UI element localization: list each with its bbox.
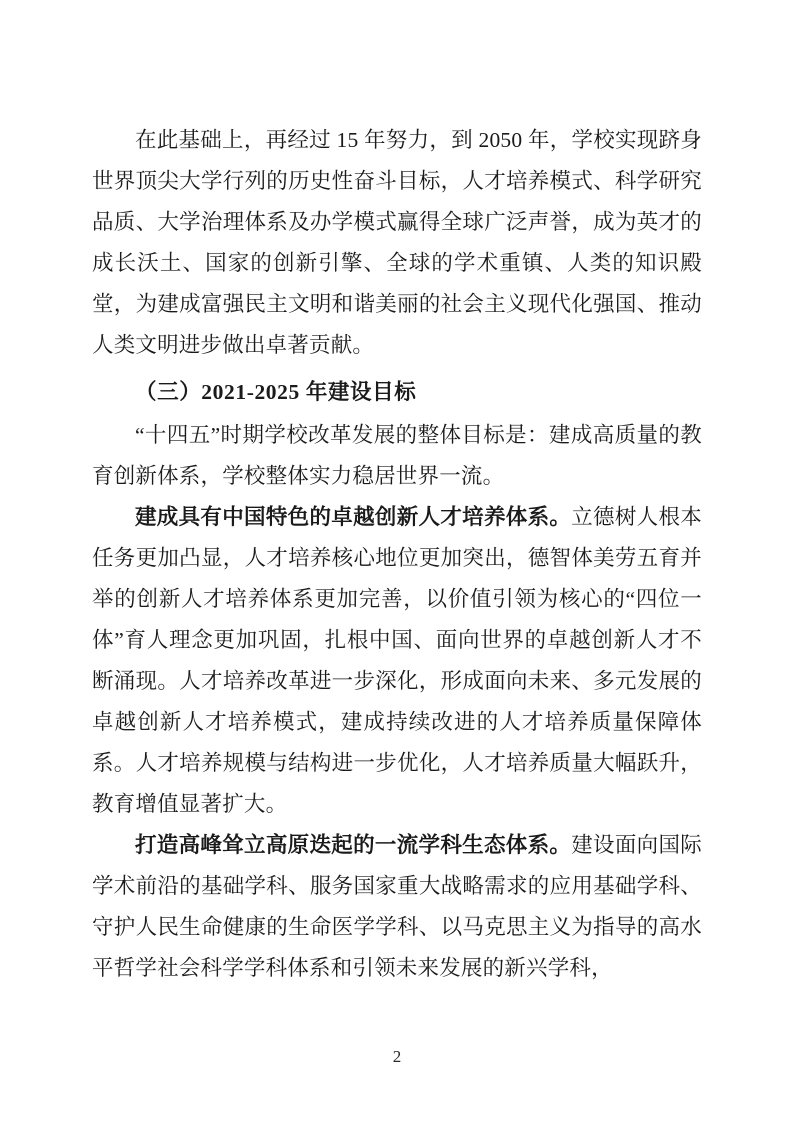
section-heading-2021-2025: （三）2021-2025 年建设目标 <box>135 380 417 404</box>
paragraph-talent-system <box>92 497 702 825</box>
paragraph-discipline-system <box>92 825 702 989</box>
document-body <box>92 120 702 989</box>
paragraph-discipline-system-lead: 打造高峰耸立高原迭起的一流学科生态体系。 <box>135 833 572 857</box>
paragraph-discipline-system-text: 建设面向国际学术前沿的基础学科、服务国家重大战略需求的应用基础学科、守护人民生命健康的生命医学学科、以马克思主义为指导的高水平哲学社会科学学科体系和引领未来发展的新兴学科， <box>92 833 702 980</box>
paragraph-talent-system-text: 立德树人根本任务更加凸显，人才培养核心地位更加突出，德智体美劳五育并举的创新人才培养体系更加完善，以价值引领为核心的“四位一体”育人理念更加巩固，扎根中国、面向世界的卓越创新人才不断涌现。人才培养改革进一步深化，形成面向未来、多元发展的卓越创新人才培养模式，建成持续改进的人才培养质量保障体系。人才培养规模与结构进一步优化，人才培养质量大幅跃升，教育增值显著扩大。 <box>92 505 702 816</box>
paragraph-goal-2050: 在此基础上，再经过 15 年努力，到 2050 年，学校实现跻身世界顶尖大学行列的历史性奋斗目标，人才培养模式、科学研究品质、大学治理体系及办学模式赢得全球广泛声誉，成为英才的成长沃土、国家的创新引擎、全球的学术重镇、人类的知识殿堂，为建成富强民主文明和谐美丽的社会主义现代化强国、推动人类文明进步做出卓著贡献。 <box>92 128 702 357</box>
paragraph-talent-system-lead: 建成具有中国特色的卓越创新人才培养体系。 <box>135 505 572 529</box>
paragraph-overall-goal: “十四五”时期学校改革发展的整体目标是：建成高质量的教育创新体系，学校整体实力稳居世界一流。 <box>92 423 702 488</box>
page-number: 2 <box>392 1047 402 1066</box>
